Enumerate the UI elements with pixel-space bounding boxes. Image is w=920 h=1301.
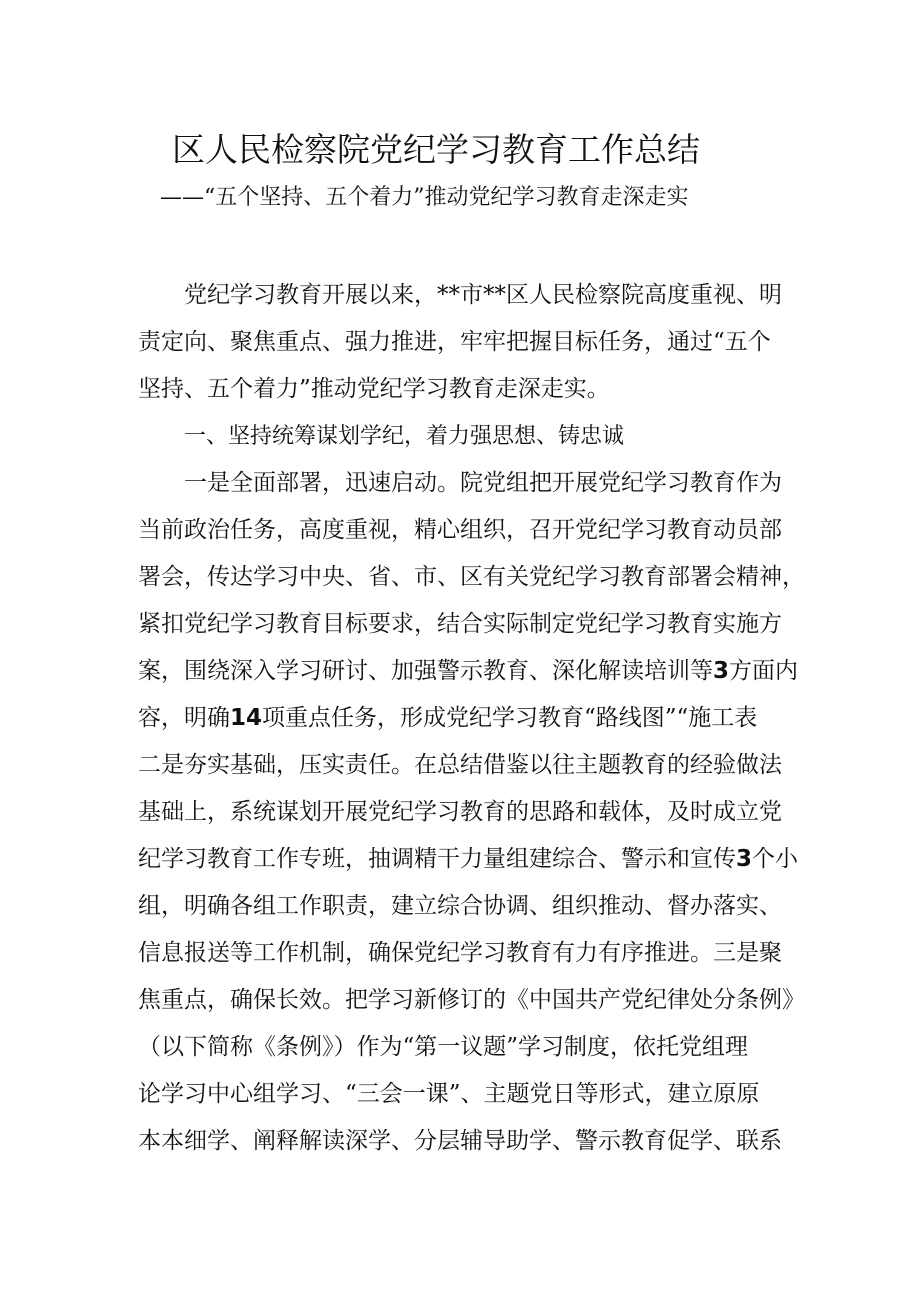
body-line-4: 紧扣党纪学习教育目标要求，结合实际制定党纪学习教育实施方 [138, 611, 782, 637]
body-line-1: 一是全面部署，迅速启动。院党组把开展党纪学习教育作为 [184, 470, 782, 496]
document-subtitle: ——“五个坚持、五个着力”推动党纪学习教育走深走实 [160, 185, 689, 210]
body-line-2: 当前政治任务，高度重视，精心组织，召开党纪学习教育动员部 [138, 517, 782, 543]
body-line-15: 本本细学、阐释解读深学、分层辅导助学、警示教育促学、联系 [138, 1128, 782, 1154]
body-line-12: 焦重点，确保长效。把学习新修订的《中国共产党纪律处分条例》 [138, 987, 805, 1013]
body-line-6-before: 容，明确 [138, 705, 230, 731]
body-line-11: 信息报送等工作机制，确保党纪学习教育有力有序推进。三是聚 [138, 940, 782, 966]
body-line-6-after: 项重点任务，形成党纪学习教育“路线图”“施工表 [262, 705, 758, 731]
body-line-7: 二是夯实基础，压实责任。在总结借鉴以往主题教育的经验做法 [138, 752, 782, 778]
body-line-5-num: 3 [713, 658, 730, 684]
body-line-5-before: 案，围绕深入学习研讨、加强警示教育、深化解读培训等 [138, 658, 713, 684]
body-line-9-before: 纪学习教育工作专班，抽调精干力量组建综合、警示和宣传 [138, 846, 736, 872]
intro-line-2: 责定向、聚焦重点、强力推进，牢牢把握目标任务，通过“五个 [138, 329, 771, 355]
document-title: 区人民检察院党纪学习教育工作总结 [172, 130, 700, 169]
body-line-14: 论学习中心组学习、“三会一课”、主题党日等形式，建立原原 [138, 1081, 760, 1107]
body-line-3: 署会，传达学习中央、省、市、区有关党纪学习教育部署会精神， [138, 564, 805, 590]
body-line-6-num: 14 [230, 705, 263, 731]
section-heading-1: 一、坚持统筹谋划学纪，着力强思想、铸忠诚 [184, 424, 625, 449]
body-line-9-after: 个小 [752, 846, 799, 872]
body-line-5-after: 方面内 [729, 658, 799, 684]
body-line-13: （以下简称《条例》）作为“第一议题”学习制度，依托党组理 [138, 1034, 749, 1060]
body-line-5 [138, 648, 798, 695]
document-body [138, 272, 805, 1165]
body-line-9 [138, 836, 798, 883]
intro-line-3: 坚持、五个着力”推动党纪学习教育走深走实。 [138, 376, 610, 402]
body-line-8: 基础上，系统谋划开展党纪学习教育的思路和载体，及时成立党 [138, 799, 782, 825]
body-line-6 [138, 695, 798, 742]
intro-line-1: 党纪学习教育开展以来，**市**区人民检察院高度重视、明 [184, 282, 782, 308]
body-line-10: 组，明确各组工作职责，建立综合协调、组织推动、督办落实、 [138, 893, 782, 919]
body-line-9-num: 3 [736, 846, 753, 872]
